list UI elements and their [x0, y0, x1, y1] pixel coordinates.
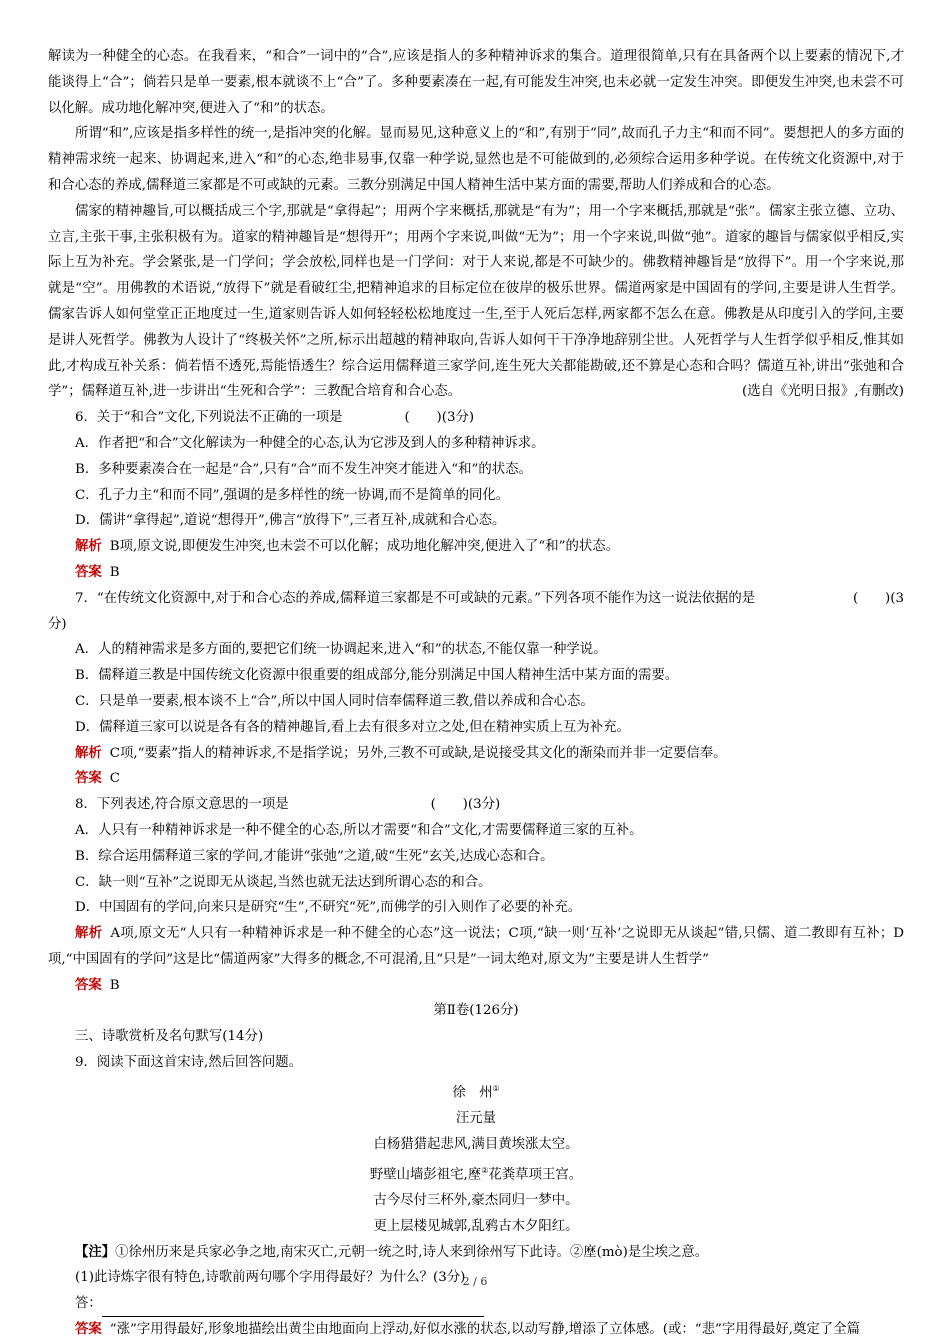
question-8-analysis: 解析 A项,原文无“人只有一种精神诉求是一种不健全的心态”这一说法；C项,“缺一则‘互补’之说即无从谈起”错,只儒、道二教即有互补；D项,“中国固有的学问”这是比“儒道两家”大得多的概念,不可混淆,且“只是”一词太绝对,原文为“主要是讲人生哲学”	[48, 925, 904, 967]
question-8-answer: 答案 B	[75, 976, 120, 993]
question-7-option-c: C．只是单一要素,根本谈不上“合”,所以中国人同时信奉儒释道三教,借以养成和合心态。	[75, 693, 594, 709]
section-3-title: 三、诗歌赏析及名句默写(14分)	[75, 1029, 264, 1045]
passage-paragraph-2: 所谓“和”,应该是指多样性的统一,是指冲突的化解。显而易见,这种意义上的“和”,有别于“同”,故而孔子力主“和而不同”。要想把人的多方面的精神需求统一起来、协调起来,进入“和”的心态,绝非易事,仅靠一种学说,显然也是不可能做到的,必须综合运用多种学说。在传统文化资源中,对于和合心态的养成,儒释道三家都是不可或缺的元素。三教分别满足中国人精神生活中某方面的需要,帮助人们养成和合的心态。	[48, 126, 904, 193]
question-6-bracket: ( )(3分)	[404, 410, 475, 426]
question-7-option-d: D．儒释道三家可以说是各有各的精神趣旨,看上去有很多对立之处,但在精神实质上互为补充。	[75, 719, 630, 735]
question-8-option-b: B．综合运用儒释道三家的学问,才能讲“张弛”之道,破“生死”玄关,达成心态和合。	[75, 848, 554, 864]
passage-paragraph-3-text: 儒家的精神趣旨,可以概括成三个字,那就是“拿得起”；用两个字来概括,那就是“有为”；用一个字来概括,那就是“张”。儒家主张立德、立功、立言,主张干事,主张积极有为。道家的精神趣旨是“想得开”；用两个字来说,叫做“无为”；用一个字来说,叫做“弛”。道家的趣旨与儒家似乎相反,实际上互为补充。学会紧张,是一门学问；学会放松,同样也是一门学问：对于人来说,都是不可缺少的。佛教精神趣旨是“放得下”。用一个字来说,那就是“空”。用佛教的术语说,“放得下”就是看破红尘,把精神追求的目标定位在彼岸的极乐世界。儒道两家是中国固有的学问,主要是讲人生哲学。儒家告诉人如何堂堂正正地度过一生,道家则告诉人如何轻轻松松地度过一生,至于人死后怎样,两家都不怎么在意。佛教是从印度引入的学问,主要是讲人死哲学。佛教为人设计了“终极关怀”之所,标示出超越的精神取向,告诉人如何干干净净地辞别尘世。人死哲学与人生哲学似乎相反,惟其如此,才构成互补关系：倘若悟不透死,焉能悟透生？综合运用儒释道三家学问,连生死大关都能勘破,还不算是心态和合吗？儒道互补,讲出“张弛和合学”；儒释道互补,进一步讲出“生死和合学”：三教配合培育和合心态。	[48, 203, 904, 400]
passage-source: (选自《光明日报》,有删改)	[741, 384, 904, 400]
analysis-label: 解析	[75, 538, 102, 555]
question-8-option-a: A．人只有一种精神诉求是一种不健全的心态,所以才需要“和合”文化,才需要儒释道三家的互补。	[75, 822, 643, 838]
volume-title: 第Ⅱ卷(126分)	[433, 1003, 519, 1019]
question-8-stem: 8．下列表述,符合原文意思的一项是 ( )(3分)	[48, 792, 904, 818]
question-6-answer: 答案 B	[75, 563, 120, 580]
document-page	[48, 44, 904, 1343]
question-9-stem: 9．阅读下面这首宋诗,然后回答问题。	[75, 1055, 303, 1071]
question-6-option-a: A．作者把“和合”文化解读为一种健全的心态,认为它涉及到人的多种精神诉求。	[75, 435, 545, 451]
answer-label: 答案	[75, 1320, 102, 1337]
poem-note: 【注】①徐州历来是兵家必争之地,南宋灭亡,元朝一统之时,诗人来到徐州写下此诗。②塺(mò)是尘埃之意。	[75, 1243, 709, 1260]
question-9-answer: 答案 “涨”字用得最好,形象地描绘出黄尘由地面向上浮动,好似水涨的状态,以动写静,增添了立体感。(或：“悲”字用得最好,奠定了全篇	[75, 1320, 860, 1337]
question-8-option-c: C．缺一则“互补”之说即无从谈起,当然也就无法达到所谓心态的和合。	[75, 874, 492, 890]
question-7-stem-end: 分)	[48, 616, 67, 632]
page-number: 2 / 6	[462, 1275, 488, 1288]
question-7-option-a: A．人的精神需求是多方面的,要把它们统一协调起来,进入“和”的状态,不能仅靠一种学说。	[75, 642, 607, 658]
question-7-bracket: ( )(3	[853, 590, 904, 606]
poem-author: 汪元量	[455, 1111, 497, 1127]
answer-blank[interactable]	[102, 1302, 484, 1317]
poem-line-2: 野壁山墙彭祖宅,塺②花粪草项王宫。	[369, 1165, 583, 1183]
poem-line-1: 白杨猎猎起悲风,满目黄埃涨太空。	[373, 1136, 579, 1152]
question-7-stem: 7．“在传统文化资源中,对于和合心态的养成,儒释道三家都是不可或缺的元素。”下列各项不能作为这一说法依据的是 ( )(3	[48, 586, 904, 612]
question-9-sub-1: (1)此诗炼字很有特色,诗歌前两句哪个字用得最好？为什么？(3分)	[75, 1270, 466, 1286]
answer-label: 答案	[75, 976, 102, 993]
question-6-option-d: D．儒讲“拿得起”,道说“想得开”,佛言“放得下”,三者互补,成就和合心态。	[75, 513, 506, 529]
answer-line: 答：	[48, 1291, 904, 1317]
analysis-label: 解析	[75, 925, 103, 942]
passage-paragraph-1: 解读为一种健全的心态。在我看来，“和合”一词中的“合”,应该是指人的多种精神诉求的集合。道理很简单,只有在具备两个以上要素的情况下,才能谈得上“合”；倘若只是单一要素,根本就谈不上“合”了。多种要素凑在一起,有可能发生冲突,也未必就一定发生冲突。即便发生冲突,也未尝不可以化解。成功地化解冲突,便进入了“和”的状态。	[48, 49, 904, 116]
answer-label: 答案	[75, 563, 102, 580]
poem-line-4: 更上层楼见城郭,乱鸦古木夕阳红。	[373, 1218, 579, 1234]
question-6-option-b: B．多种要素凑合在一起是“合”,只有“合”而不发生冲突才能进入“和”的状态。	[75, 461, 532, 477]
answer-label: 答案	[75, 770, 102, 787]
passage-paragraph-3	[48, 199, 904, 405]
question-6-stem: 6．关于“和合”文化,下列说法不正确的一项是 ( )(3分)	[48, 405, 904, 431]
question-7-analysis: 解析 C项,“要素”指人的精神诉求,不是指学说；另外,三教不可或缺,是说接受其文化的渐染而并非一定要信奉。	[75, 744, 727, 761]
question-8-option-d: D．中国固有的学问,向来只是研究“生”,不研究“死”,而佛学的引入则作了必要的补充。	[75, 900, 582, 916]
analysis-label: 解析	[75, 744, 102, 761]
poem-line-3: 古今尽付三杯外,豪杰同归一梦中。	[373, 1193, 579, 1208]
question-8-bracket: ( )(3分)	[430, 797, 501, 813]
question-6-analysis: 解析 B项,原文说,即便发生冲突,也未尝不可以化解；成功地化解冲突,便进入了“和”的状态。	[75, 538, 620, 555]
question-7-answer: 答案 C	[75, 770, 121, 787]
poem-title: 徐 州①	[452, 1083, 500, 1101]
question-7-option-b: B．儒释道三教是中国传统文化资源中很重要的组成部分,能分别满足中国人精神生活中某方面的需要。	[75, 668, 679, 684]
question-6-option-c: C．孔子力主“和而不同”,强调的是多样性的统一协调,而不是简单的同化。	[75, 487, 510, 503]
